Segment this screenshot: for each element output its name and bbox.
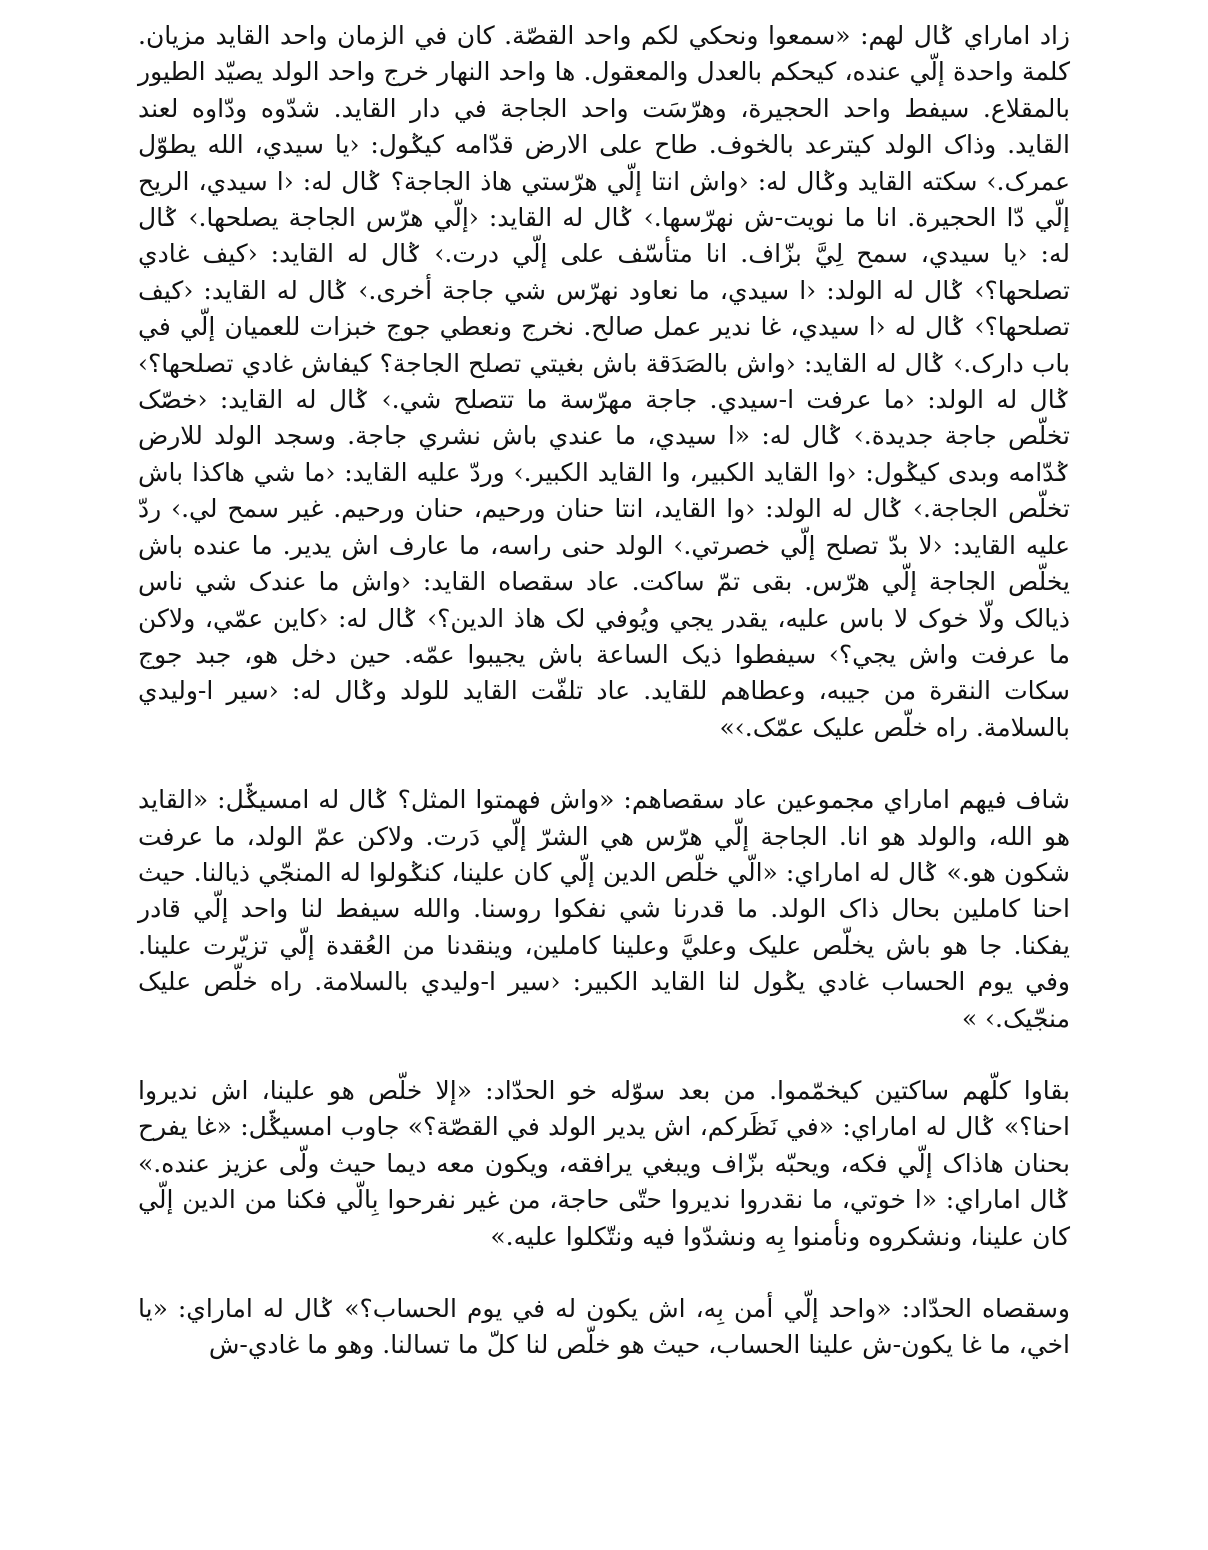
- paragraph-3: بقاوا كلّهم ساكتين كيخمّموا. من بعد سوّله خو الحدّاد: «إلا خلّص هو علينا، اش نديروا احنا؟» ݣال له اماراي: «في نَظَركم، اش يدير الولد في القصّة؟» جاوب امسيݣّل: «غا يفرح بحنان هاذاک إلّي فكه، ويحبّه بزّاف ويبغي يرافقه، ويكون معه ديما حيث ولّى عزيز عنده.» ݣال اماراي: «ا خوتي، ما نقدروا نديروا حتّى حاجة، من غير نفرحوا بِالّي فكنا من الدين إلّي كان علينا، ونشكروه ونأمنوا بِه ونشدّوا فيه ونتّكلوا عليه.»: [138, 1075, 1070, 1251]
- paragraph-2: شاف فيهم اماراي مجموعين عاد سقصاهم: «واش فهمتوا المثل؟ ݣال له امسيݣّل: «القايد هو الله، والولد هو انا. الجاجة إلّي هرّس هي الشرّ إلّي دَرت. ولاكن عمّ الولد، ما عرفت شكون هو.» ݣال له اماراي: «الّي خلّص الدين إلّي كان علينا، كنݣولوا له المنجّي ذيالنا. حيث احنا كاملين بحال ذاک الولد. ما قدرنا شي نفكوا روسنا. والله سيفط لنا واحد إلّي قادر يفكنا. جا هو باش يخلّص عليک وعليَّ وعلينا كاملين، وينقدنا من العُقدة إلّي تزيّرت علينا. وفي يوم الحساب غادي يݣول لنا القايد الكبير: ‹سير ا-وليدي بالسلامة. راه خلّص عليک منجّيک.› »: [138, 785, 1070, 1033]
- paragraph-1: زاد اماراي ݣال لهم: «سمعوا ونحكي لكم واحد القصّة. كان في الزمان واحد القايد مزيان. كلمة واحدة إلّي عنده، كيحكم بالعدل والمعقول. ها واحد النهار خرج واحد الولد يصيّد الطيور بالمقلاع. سيفط واحد الحجيرة، وهرّسَت واحد الجاجة في دار القايد. شدّوه ودّاوه لعند القايد. وذاک الولد كيترعد بالخوف. طاح على الارض قدّامه كيݣول: ‹يا سيدي، الله يطوّل عمرک.› سكته القايد وݣال له: ‹واش انتا إلّي هرّستي هاذ الجاجة؟ ݣال له: ‹ا سيدي، الريح إلّي دّا الحجيرة. انا ما نويت-ش نهرّسها.› ݣال له القايد: ‹إلّي هرّس الجاجة يصلحها.› ݣال له: ‹يا سيدي، سمح لِيَّ بزّاف. انا متأسّف على إلّي درت.› ݣال له القايد: ‹كيف غادي تصلحها؟› ݣال له الولد: ‹ا سيدي، ما نعاود نهرّس شي جاجة أخرى.› ݣال له القايد: ‹كيف تصلحها؟› ݣال له ‹ا سيدي، غا ندير عمل صالح. نخرج ونعطي جوج خبزات للعميان إلّي في باب دارک.› ݣال له القايد: ‹واش بالصَدَقة باش بغيتي تصلح الجاجة؟ كيفاش غادي تصلحها؟› ݣال له الولد: ‹ما عرفت ا-سيدي. جاجة مهرّسة ما تتصلح شي.› ݣال له القايد: ‹خصّک تخلّص جاجة جديدة.› ݣال له: «ا سيدي، ما عندي باش نشري جاجة. وسجد الولد للارض ݣدّامه وبدى كيݣول: ‹وا القايد الكبير، وا القايد الكبير.› وردّ عليه القايد: ‹ما شي هاكذا باش تخلّص الجاجة.› ݣال له الولد: ‹وا القايد، انتا حنان ورحيم، حنان ورحيم. غير سمح لي.› ردّ عليه القايد: ‹لا بدّ تصلح إلّي خصرتي.› الولد حنى راسه، ما عارف اش يدير. ما عنده باش يخلّص الجاجة إلّي هرّس. بقى تمّ ساكت. عاد سقصاه القايد: ‹واش ما عندک شي ناس ذيالک ولّا خوک لا باس عليه، يقدر يجي ويُوفي لک هاذ الدين؟› ݣال له: ‹كاين عمّي، ولاكن ما عرفت واش يجي؟› سيفطوا ذيک الساعة باش يجيبوا عمّه. حين دخل هو، جبد جوج سكات النقرة من جيبه، وعطاهم للقايد. عاد تلفّت القايد للولد وݣال له: ‹سير ا-وليدي بالسلامة. راه خلّص عليک عمّک.›»: [138, 21, 1070, 742]
- paragraph-4: وسقصاه الحدّاد: «واحد إلّي أمن بِه، اش يكون له في يوم الحساب؟» ݣال له اماراي: «يا اخي، ما غا يكون-ش علينا الحساب، حيث هو خلّص لنا كلّ ما تسالنا. وهو ما غادي-ش: [138, 1294, 1070, 1360]
- document-page: [138, 18, 1070, 1364]
